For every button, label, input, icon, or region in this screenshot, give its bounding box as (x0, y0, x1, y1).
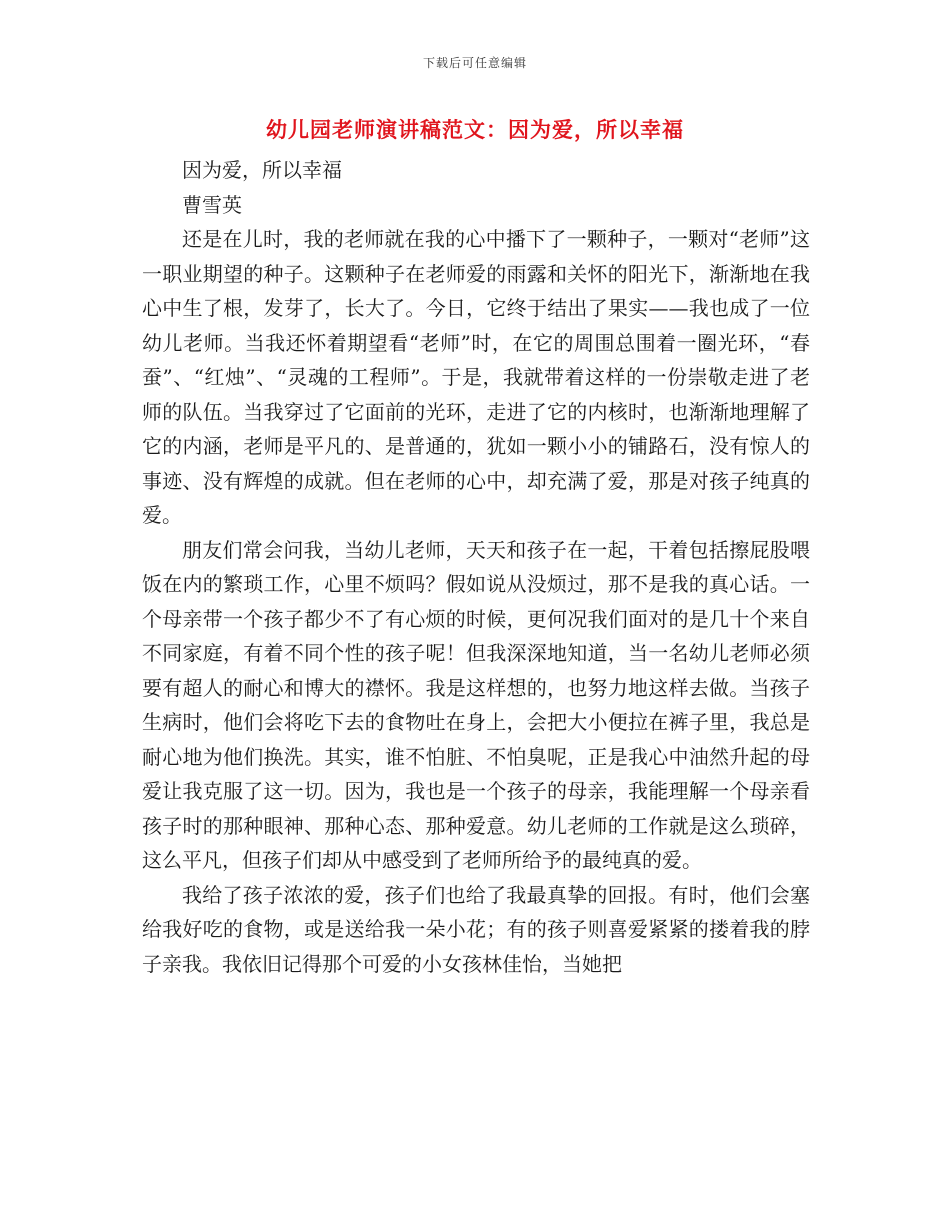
subtitle-paragraph: 因为爱，所以幸福 (182, 158, 342, 182)
author-paragraph: 曹雪英 (182, 192, 242, 217)
document-title: 幼儿园老师演讲稿范文：因为爱，所以幸福 (266, 117, 684, 142)
document-body (142, 153, 810, 981)
body-paragraph: 我给了孩子浓浓的爱，孩子们也给了我最真挚的回报。有时，他们会塞给我好吃的食物，或是送给我一朵小花；有的孩子则喜爱紧紧的搂着我的脖子亲我。我依旧记得那个可爱的小女孩林佳怡，当她把 (142, 882, 810, 976)
header-note: 下载后可任意编辑 (422, 56, 527, 70)
body-paragraph: 还是在儿时，我的老师就在我的心中播下了一颗种子，一颗对“老师”这一职业期望的种子。这颗种子在老师爱的雨露和关怀的阳光下，渐渐地在我心中生了根，发芽了，长大了。今日，它终于结出了果实——我也成了一位幼儿老师。当我还怀着期望看“老师”时，在它的周围总围着一圈光环，“春蚕”、“红烛”、“灵魂的工程师”。于是，我就带着这样的一份崇敬走进了老师的队伍。当我穿过了它面前的光环，走进了它的内核时，也渐渐地理解了它的内涵，老师是平凡的、是普通的，犹如一颗小小的铺路石，没有惊人的事迹、没有辉煌的成就。但在老师的心中，却充满了爱，那是对孩子纯真的爱。 (142, 227, 810, 527)
body-paragraph: 朋友们常会问我，当幼儿老师，天天和孩子在一起，干着包括擦屁股喂饭在内的繁琐工作，心里不烦吗？假如说从没烦过，那不是我的真心话。一个母亲带一个孩子都少不了有心烦的时候，更何况我们面对的是几十个来自不同家庭，有着不同个性的孩子呢！但我深深地知道，当一名幼儿老师必须要有超人的耐心和博大的襟怀。我是这样想的，也努力地这样去做。当孩子生病时，他们会将吃下去的食物吐在身上，会把大小便拉在裤子里，我总是耐心地为他们换洗。其实，谁不怕脏、不怕臭呢，正是我心中油然升起的母爱让我克服了这一切。因为，我也是一个孩子的母亲，我能理解一个母亲看孩子时的那种眼神、那种心态、那种爱意。幼儿老师的工作就是这么琐碎，这么平凡，但孩子们却从中感受到了老师所给予的最纯真的爱。 (142, 537, 810, 872)
